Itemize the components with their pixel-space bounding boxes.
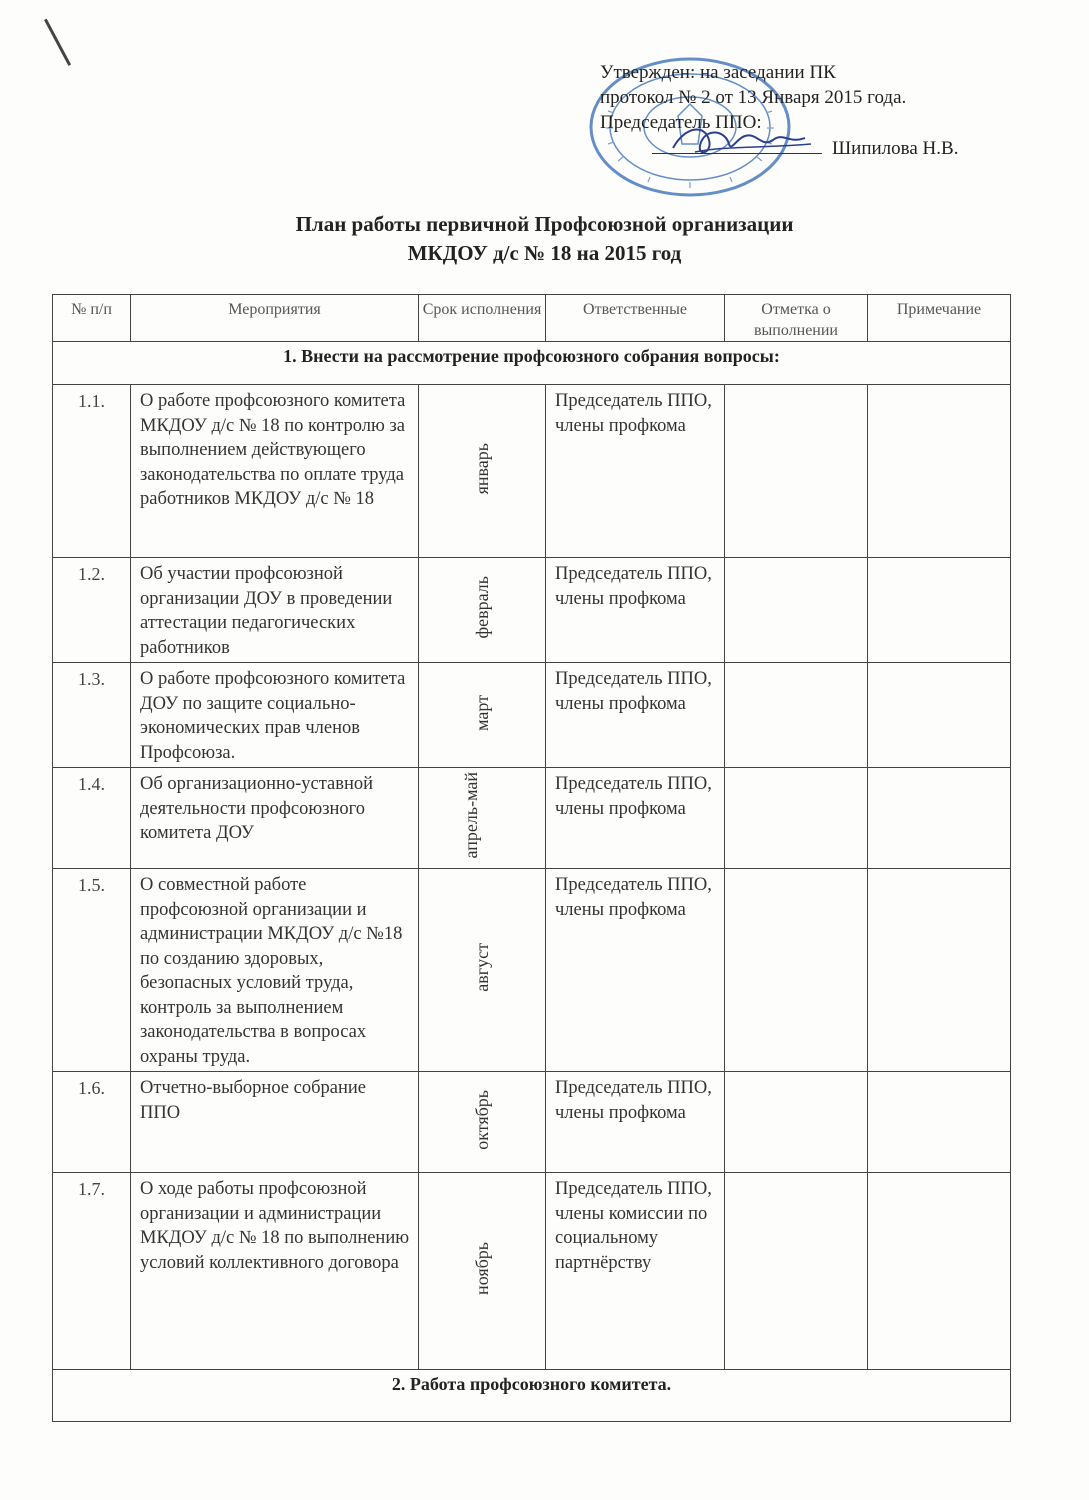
row-completion-mark — [725, 768, 868, 869]
row-term-cell — [419, 1173, 546, 1370]
row-term-cell — [419, 385, 546, 558]
row-term-cell — [419, 768, 546, 869]
row-event: О совместной работе профсоюзной организации и администрации МКДОУ д/с №18 по созданию здоровых, безопасных условий труда, контроль за выполнением законодательства в вопросах охраны труда. — [131, 869, 419, 1072]
row-completion-mark — [725, 1173, 868, 1370]
title-line-2: МКДОУ д/с № 18 на 2015 год — [407, 241, 682, 265]
table-row — [53, 663, 1011, 768]
row-number: 1.4. — [53, 768, 131, 869]
signer-name: Шипилова Н.В. — [832, 138, 959, 159]
row-number: 1.6. — [53, 1072, 131, 1173]
section-title: 1. Внести на рассмотрение профсоюзного собрания вопросы: — [53, 342, 1011, 385]
row-term: февраль — [472, 576, 492, 639]
row-completion-mark — [725, 385, 868, 558]
column-header: Срок исполнения — [419, 295, 546, 342]
column-header: Примечание — [868, 295, 1011, 342]
row-responsible: Председатель ППО, члены профкома — [546, 768, 725, 869]
row-event: О ходе работы профсоюзной организации и администрации МКДОУ д/с № 18 по выполнению условий коллективного договора — [131, 1173, 419, 1370]
row-term-cell — [419, 558, 546, 663]
table-header — [53, 295, 1011, 342]
column-header: Мероприятия — [131, 295, 419, 342]
page-title — [0, 210, 1089, 268]
row-note — [868, 558, 1011, 663]
row-term: апрель-май — [461, 772, 481, 859]
table-row — [53, 385, 1011, 558]
row-term: март — [472, 694, 492, 731]
approval-line-2: протокол № 2 от 13 Января 2015 года. — [600, 87, 907, 108]
approval-line-3: Председатель ППО: — [600, 112, 762, 133]
row-responsible: Председатель ППО, члены профкома — [546, 869, 725, 1072]
row-note — [868, 663, 1011, 768]
table-row — [53, 558, 1011, 663]
row-responsible: Председатель ППО, члены профкома — [546, 663, 725, 768]
signature-line — [652, 135, 822, 154]
row-event: Отчетно-выборное собрание ППО — [131, 1072, 419, 1173]
row-term: август — [472, 943, 492, 992]
row-completion-mark — [725, 558, 868, 663]
row-note — [868, 869, 1011, 1072]
row-event: Об участии профсоюзной организации ДОУ в проведении аттестации педагогических работников — [131, 558, 419, 663]
column-header: № п/п — [53, 295, 131, 342]
row-term-cell — [419, 1072, 546, 1173]
row-term-cell — [419, 663, 546, 768]
row-term: октябрь — [472, 1089, 492, 1150]
approval-block — [600, 60, 958, 161]
row-term: январь — [472, 442, 492, 495]
row-event: Об организационно-уставной деятельности профсоюзного комитета ДОУ — [131, 768, 419, 869]
signer-row — [652, 135, 958, 161]
row-event: О работе профсоюзного комитета ДОУ по защите социально-экономических прав членов Профсоюза. — [131, 663, 419, 768]
row-number: 1.2. — [53, 558, 131, 663]
section-row — [53, 1370, 1011, 1422]
pen-mark — [44, 19, 71, 66]
row-responsible: Председатель ППО, члены профкома — [546, 385, 725, 558]
row-note — [868, 768, 1011, 869]
work-plan-table — [52, 294, 1011, 1422]
row-note — [868, 1072, 1011, 1173]
row-responsible: Председатель ППО, члены профкома — [546, 1072, 725, 1173]
approval-line-1: Утвержден: на заседании ПК — [600, 62, 836, 83]
row-number: 1.3. — [53, 663, 131, 768]
row-responsible: Председатель ППО, члены профкома — [546, 558, 725, 663]
table-row — [53, 1072, 1011, 1173]
row-completion-mark — [725, 663, 868, 768]
row-term: ноябрь — [472, 1242, 492, 1295]
title-line-1: План работы первичной Профсоюзной организации — [295, 212, 794, 236]
row-term-cell — [419, 869, 546, 1072]
row-responsible: Председатель ППО, члены комиссии по социальному партнёрству — [546, 1173, 725, 1370]
row-number: 1.7. — [53, 1173, 131, 1370]
table-row — [53, 869, 1011, 1072]
row-number: 1.1. — [53, 385, 131, 558]
table-row — [53, 768, 1011, 869]
column-header: Отметка о выполнении — [725, 295, 868, 342]
row-note — [868, 1173, 1011, 1370]
row-event: О работе профсоюзного комитета МКДОУ д/с № 18 по контролю за выполнением действующего законодательства по оплате труда работников МКДОУ д/с № 18 — [131, 385, 419, 558]
section-title: 2. Работа профсоюзного комитета. — [53, 1370, 1011, 1422]
row-completion-mark — [725, 869, 868, 1072]
table-row — [53, 1173, 1011, 1370]
row-note — [868, 385, 1011, 558]
section-row — [53, 342, 1011, 385]
column-header: Ответственные — [546, 295, 725, 342]
row-number: 1.5. — [53, 869, 131, 1072]
row-completion-mark — [725, 1072, 868, 1173]
